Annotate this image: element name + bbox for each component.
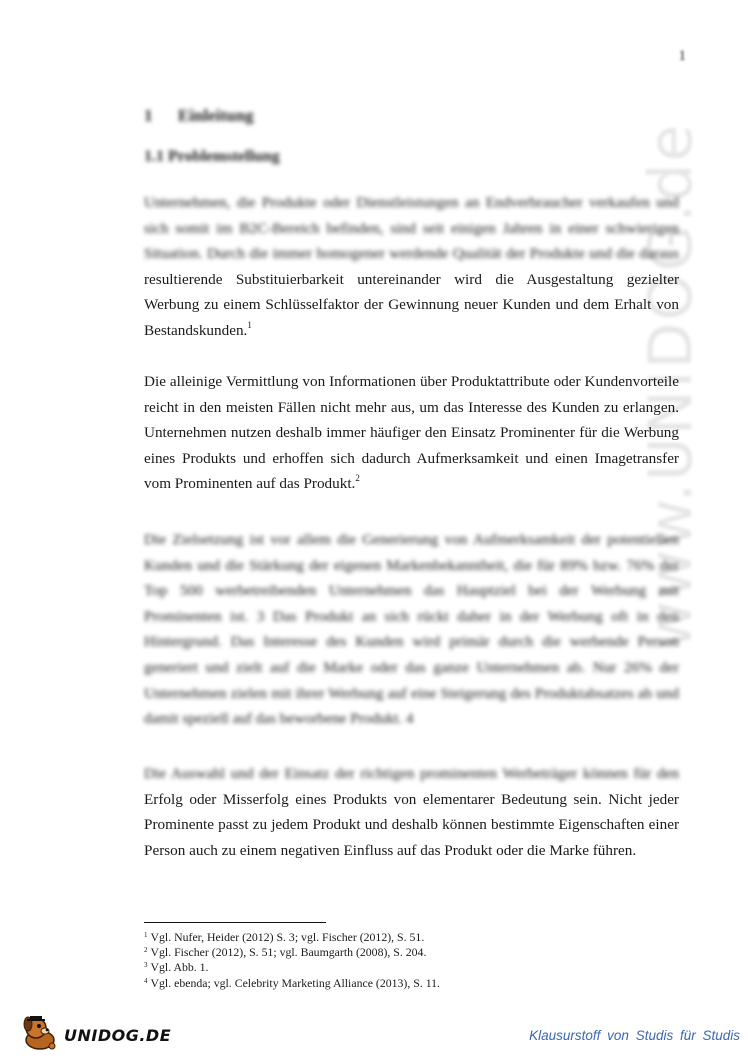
paragraph-4: [144, 761, 679, 863]
paragraph-2-text: Die alleinige Vermittlung von Informationen über Produktattribute oder Kundenvorteile reicht in den meisten Fällen nicht mehr aus, um das Interesse des Kunden zu erlangen. Unternehmen nutzen deshalb immer häufiger den Einsatz Prominenter für die Werbung eines Produkts und erhoffen sich dadurch Aufmerksamkeit und einen Imagetransfer vom Prominenten auf das Produkt.: [144, 373, 679, 493]
footnote-text: Vgl. Abb. 1.: [150, 960, 209, 975]
chapter-heading: [144, 106, 254, 126]
chapter-title: Einleitung: [178, 106, 254, 125]
paragraph-2: [144, 369, 679, 497]
dog-mascot-icon: [18, 1012, 62, 1052]
footnote-number: 2: [144, 946, 148, 955]
paragraph-1-text: resultierende Substituierbarkeit untereinander wird die Ausgestaltung gezielter Werbung zu einem Schlüsselfaktor der Gewinnung neuer Kunden und dem Erhalt von Bestandskunden.: [144, 270, 679, 339]
footnote-text: Vgl. ebenda; vgl. Celebrity Marketing Alliance (2013), S. 11.: [150, 975, 441, 990]
paragraph-4-text: Erfolg oder Misserfolg eines Produkts von elementarer Bedeutung sein. Nicht jeder Prominente passt zu jedem Produkt und deshalb können bestimmte Eigenschaften einer Person auch zu einem negativen Einfluss auf das Produkt oder die Marke führen.: [144, 790, 679, 859]
paragraph-3: [144, 527, 679, 732]
footnote-ref-2[interactable]: 2: [355, 473, 360, 484]
footnote-ref-1[interactable]: 1: [247, 319, 252, 330]
footnote-item: [144, 930, 684, 945]
footnote-separator: [144, 922, 326, 923]
watermark-text: www.UNIDOG.de: [636, 122, 706, 650]
footnote-text: Vgl. Fischer (2012), S. 51; vgl. Baumgarth (2008), S. 204.: [150, 945, 427, 960]
footnote-text: Vgl. Nufer, Heider (2012) S. 3; vgl. Fischer (2012), S. 51.: [150, 930, 425, 944]
footnote-number: 4: [144, 976, 148, 985]
page-number: 1: [678, 48, 686, 64]
footnote-list: [144, 930, 684, 991]
unidog-logo[interactable]: [18, 1012, 172, 1052]
paragraph-4-blurred-text: Die Auswahl und der Einsatz der richtigen prominenten Werbeträger können für den: [144, 765, 679, 782]
logo-text: UNIDOG.DE: [64, 1026, 172, 1045]
footnote-number: 1: [144, 931, 148, 939]
footnote-item: [144, 945, 684, 960]
footnote-item: [144, 976, 684, 991]
footnote-item: [144, 960, 684, 975]
paragraph-1: [144, 190, 679, 344]
footnote-number: 3: [144, 961, 148, 970]
section-heading: 1.1 Problemstellung: [144, 148, 280, 165]
paragraph-1-blurred-text: Unternehmen, die Produkte oder Dienstleistungen an Endverbraucher verkaufen und sich somit im B2C-Bereich befinden, sind seit einigen Jahren in einer schwierigen Situation. Durch die immer homogener werdende Qualität der Produkte und die daraus: [144, 194, 679, 263]
chapter-number: 1: [144, 106, 153, 125]
paragraph-3-blurred-text: Die Zielsetzung ist vor allem die Generierung von Aufmerksamkeit der potentiellen Kunden und die Stärkung der eigenen Markenbekanntheit, die für 89% bzw. 76% der Top 500 werbetreibenden Unternehmen das Hauptziel bei der Werbung mit Prominenten ist. 3 Das Produkt an sich rückt daher in der Werbung oft in den Hintergrund. Das Interesse des Kunden wird primär durch die werbende Person generiert und zielt auf die Marke oder das ganze Unternehmen ab. Nur 26% der Unternehmen zielen mit ihrer Werbung auf eine Steigerung des Produktabsatzes ab und damit speziell auf das beworbene Produkt. 4: [144, 531, 679, 728]
footer-slogan: Klausurstoff von Studis für Studis: [529, 1028, 740, 1043]
